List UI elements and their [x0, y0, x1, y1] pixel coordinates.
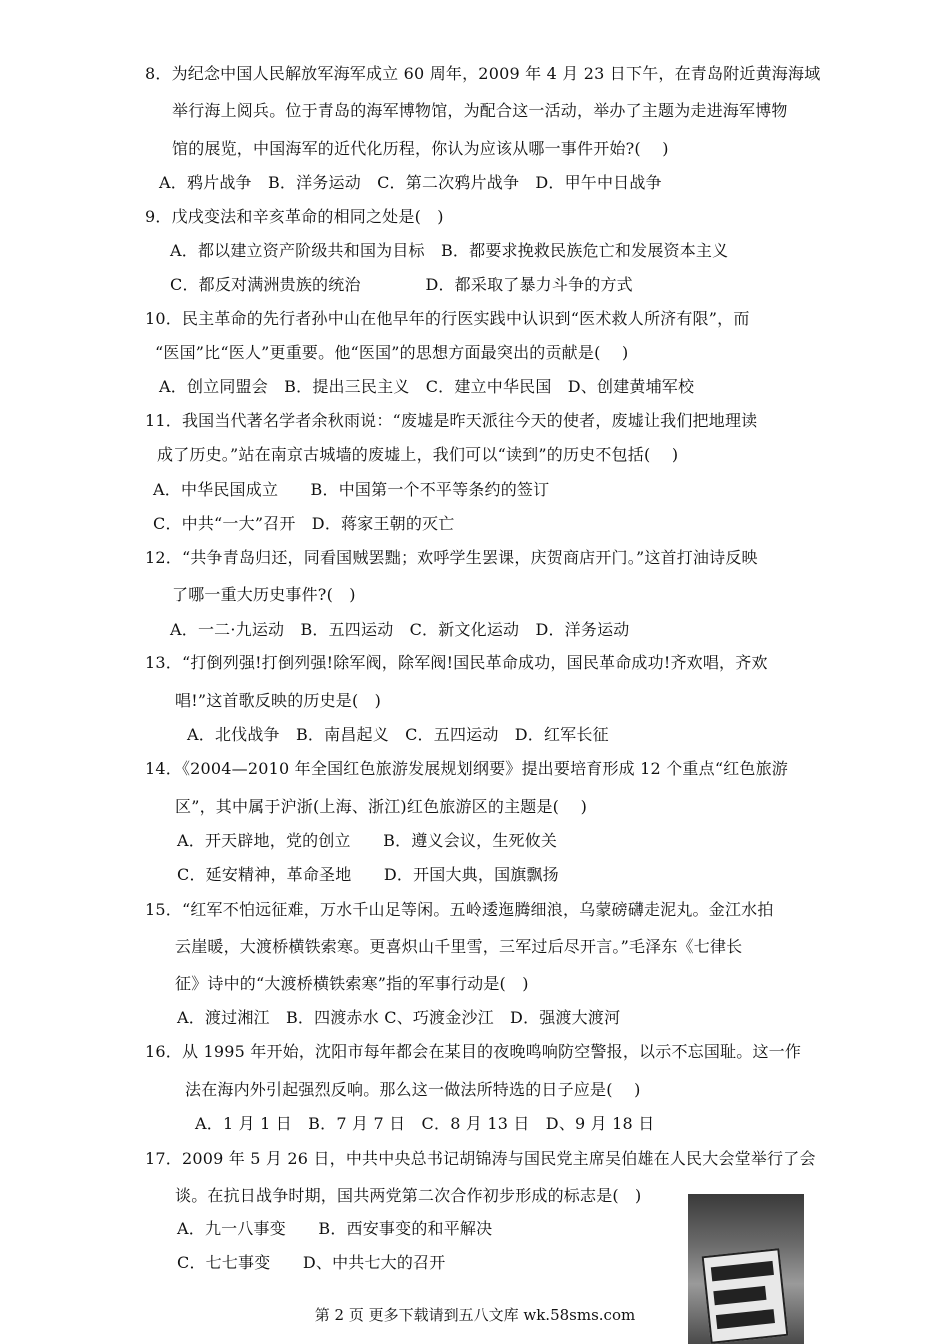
q10-line-2: “医国”比“医人”更重要。他“医国”的思想方面最突出的贡献是( )	[155, 343, 629, 362]
q14-line-2: 区”，其中属于沪浙(上海、浙江)红色旅游区的主题是( )	[175, 797, 588, 816]
q14-options-1: A．开天辟地，党的创立 B．遵义会议，生死攸关	[177, 831, 558, 850]
q16-options: A．1 月 1 日 B．7 月 7 日 C．8 月 13 日 D、9 月 18 日	[195, 1114, 655, 1133]
q12-line-2: 了哪一重大历史事件?( )	[172, 585, 356, 604]
q8-line-1: 8．为纪念中国人民解放军海军成立 60 周年，2009 年 4 月 23 日下午，在青岛附近黄海海域	[145, 64, 821, 83]
q12-options: A．一二·九运动 B．五四运动 C．新文化运动 D．洋务运动	[170, 620, 630, 639]
q10-options: A．创立同盟会 B．提出三民主义 C．建立中华民国 D、创建黄埔军校	[159, 377, 695, 396]
q13-line-2: 唱!”这首歌反映的历史是( )	[175, 691, 382, 710]
page-footer: 第 2 页 更多下载请到五八文库 wk.58sms.com	[314, 1306, 636, 1324]
q8-line-2: 举行海上阅兵。位于青岛的海军博物馆，为配合这一活动，举办了主题为走进海军博物	[172, 101, 788, 120]
q8-line-3: 馆的展览，中国海军的近代化历程，你认为应该从哪一事件开始?( )	[172, 139, 669, 158]
q16-line-2: 法在海内外引起强烈反响。那么这一做法所特选的日子应是( )	[185, 1080, 641, 1099]
q9-line-1: 9．戊戌变法和辛亥革命的相同之处是( )	[145, 207, 444, 226]
q17-options-2: C．七七事变 D、中共七大的召开	[177, 1253, 446, 1272]
q15-line-3: 征》诗中的“大渡桥横铁索寒”指的军事行动是( )	[175, 974, 529, 993]
q17-options-1: A．九一八事变 B．西安事变的和平解决	[177, 1219, 493, 1238]
q14-line-1: 14．《2004—2010 年全国红色旅游发展规划纲要》提出要培育形成 12 个重点“红色旅游	[145, 759, 788, 778]
q15-line-2: 云崖暖，大渡桥横铁索寒。更喜炽山千里雪，三军过后尽开言。”毛泽东《七律长	[175, 937, 743, 956]
q11-line-2: 成了历史。”站在南京古城墙的废墟上，我们可以“读到”的历史不包括( )	[157, 445, 679, 464]
q9-options-1: A．都以建立资产阶级共和国为目标 B．都要求挽救民族危亡和发展资本主义	[170, 241, 729, 260]
q11-options-1: A．中华民国成立 B．中国第一个不平等条约的签订	[153, 480, 550, 499]
q11-line-1: 11．我国当代著名学者余秋雨说：“废墟是昨天派往今天的使者，废墟让我们把地理读	[145, 411, 758, 430]
photo-sign	[702, 1248, 789, 1344]
q15-line-1: 15．“红军不怕远征难，万水千山足等闲。五岭逶迤腾细浪，乌蒙磅礴走泥丸。金江水拍	[145, 900, 774, 919]
q13-options: A．北伐战争 B．南昌起义 C．五四运动 D．红军长征	[187, 725, 609, 744]
q15-options: A．渡过湘江 B．四渡赤水 C、巧渡金沙江 D．强渡大渡河	[177, 1008, 621, 1027]
q13-line-1: 13．“打倒列强!打倒列强!除军阀，除军阀!国民革命成功，国民革命成功!齐欢唱，齐欢	[145, 653, 768, 672]
q9-options-2: C．都反对满洲贵族的统治 D．都采取了暴力斗争的方式	[170, 275, 633, 294]
q11-options-2: C．中共“一大”召开 D．蒋家王朝的灭亡	[153, 514, 455, 533]
q17-line-1: 17．2009 年 5 月 26 日，中共中央总书记胡锦涛与国民党主席吴伯雄在人民大会堂举行了会	[145, 1149, 816, 1168]
q8-options: A．鸦片战争 B．洋务运动 C．第二次鸦片战争 D．甲午中日战争	[159, 173, 662, 192]
q14-options-2: C．延安精神，革命圣地 D．开国大典，国旗飘扬	[177, 865, 559, 884]
q17-line-2: 谈。在抗日战争时期，国共两党第二次合作初步形成的标志是( )	[175, 1186, 642, 1205]
q16-line-1: 16．从 1995 年开始，沈阳市每年都会在某目的夜晚鸣响防空警报，以示不忘国耻。这一作	[145, 1042, 802, 1061]
q12-line-1: 12．“共争青岛归还，同看国贼罢黜；欢呼学生罢课，庆贺商店开门。”这首打油诗反映	[145, 548, 758, 567]
q10-line-1: 10．民主革命的先行者孙中山在他早年的行医实践中认识到“医术救人所济有限”，而	[145, 309, 750, 328]
